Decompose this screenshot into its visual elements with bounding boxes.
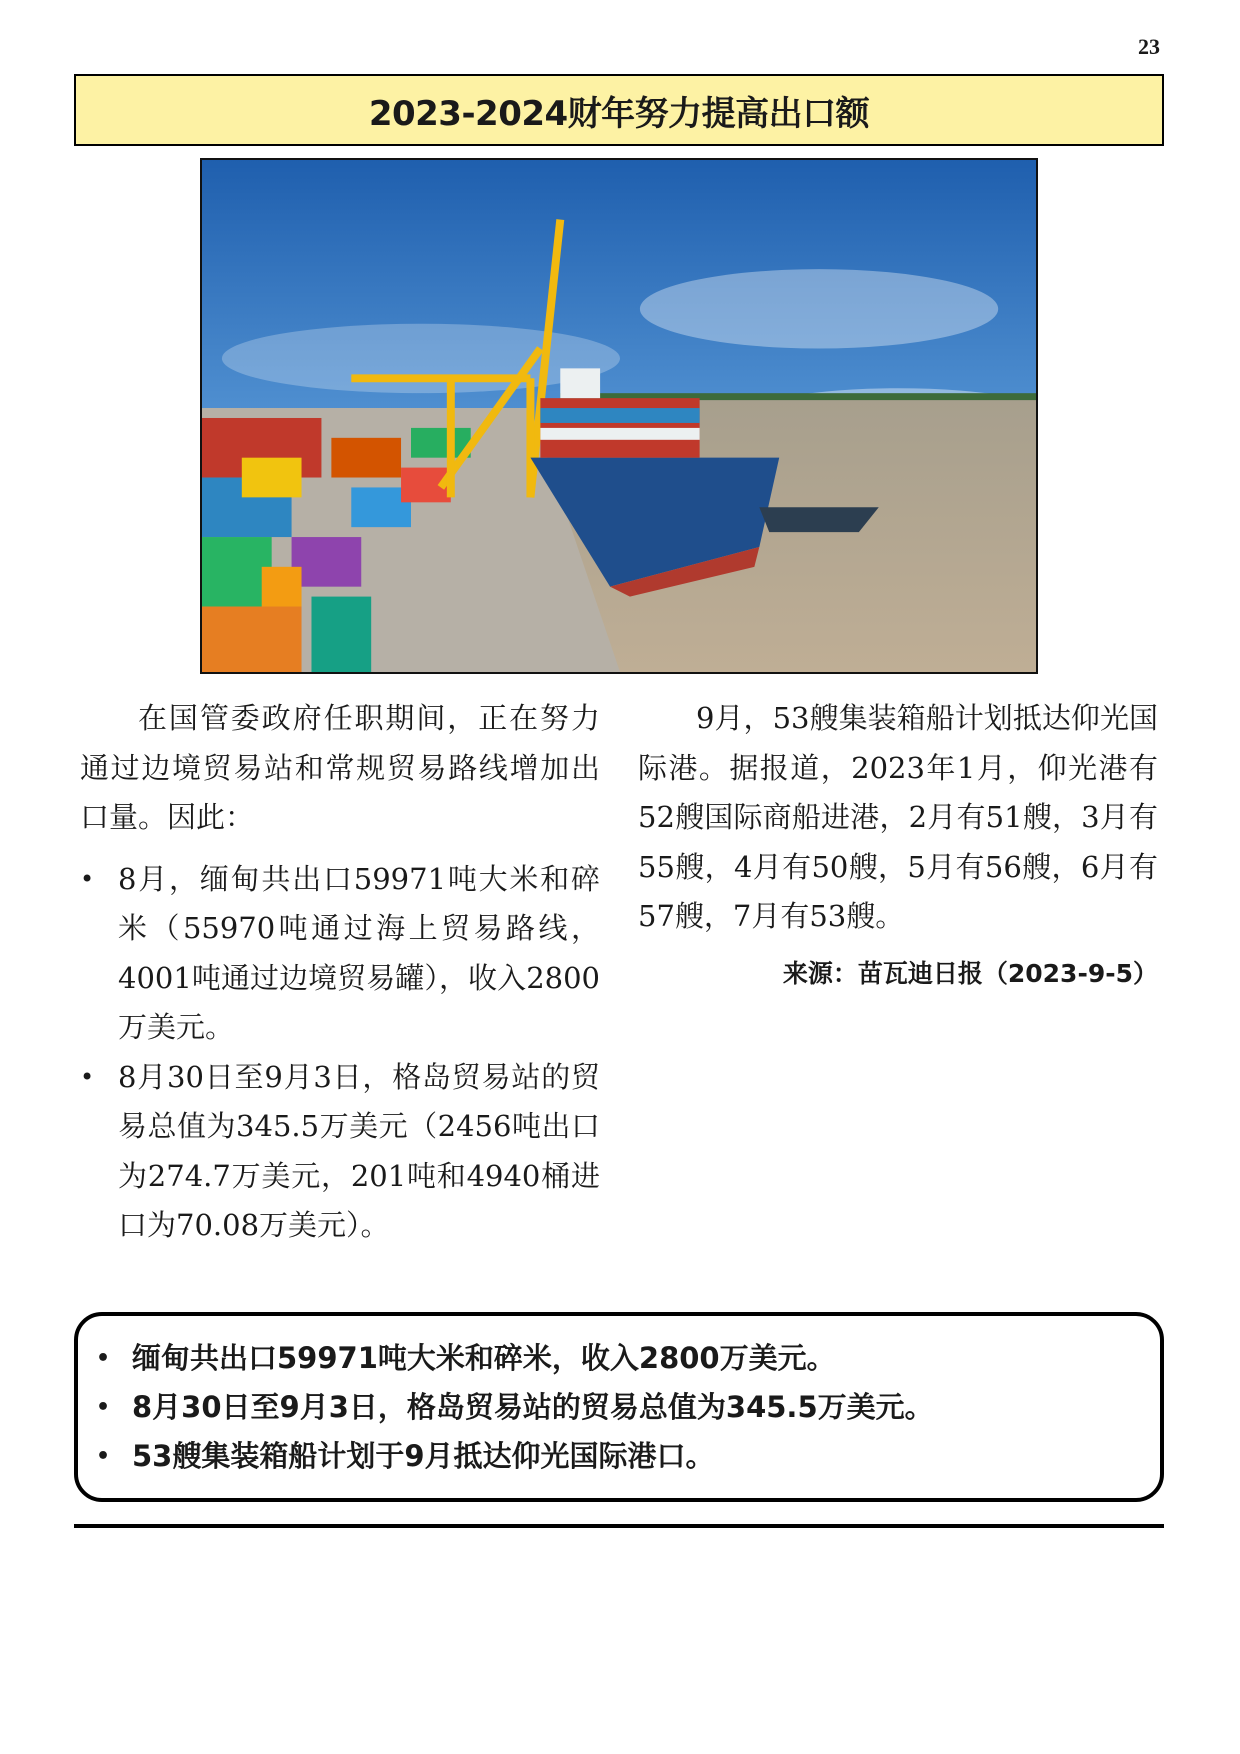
tugboat [759, 507, 878, 532]
list-item: • 8月30日至9月3日，格岛贸易站的贸易总值为345.5万美元（2456吨出口为274.7万美元，201吨和4940桶进口为70.08万美元）。 [80, 1053, 600, 1251]
summary-list [88, 1334, 1120, 1481]
bottom-divider [74, 1524, 1164, 1528]
ships-paragraph: 9月，53艘集装箱船计划抵达仰光国际港。据报道，2023年1月，仰光港有52艘国际商船进港，2月有51艘，3月有55艘，4月有50艘，5月有56艘，6月有57艘，7月有53艘。 [638, 701, 1158, 933]
export-bullet-list [80, 855, 600, 1251]
list-item: • 8月，缅甸共出口59971吨大米和碎米（55970吨通过海上贸易路线，4001吨通过边境贸易罐），收入2800万美元。 [80, 855, 600, 1053]
page-title: 2023-2024财年努力提高出口额 [368, 93, 870, 134]
list-item: • 缅甸共出口59971吨大米和碎米，收入2800万美元。 [88, 1334, 1120, 1383]
port-photo [200, 158, 1038, 674]
right-column [638, 694, 1158, 994]
source-citation: 来源：苗瓦迪日报（2023-9-5） [782, 958, 1158, 988]
list-item: • 53艘集装箱船计划于9月抵达仰光国际港口。 [88, 1432, 1120, 1481]
title-banner [74, 74, 1164, 146]
summary-box [74, 1312, 1164, 1502]
left-column [80, 694, 600, 1251]
list-item: • 8月30日至9月3日，格岛贸易站的贸易总值为345.5万美元。 [88, 1383, 1120, 1432]
container-port-illustration [202, 160, 1036, 672]
page-number: 23 [1138, 34, 1160, 59]
intro-paragraph: 在国管委政府任职期间，正在努力通过边境贸易站和常规贸易路线增加出口量。因此： [80, 701, 600, 834]
